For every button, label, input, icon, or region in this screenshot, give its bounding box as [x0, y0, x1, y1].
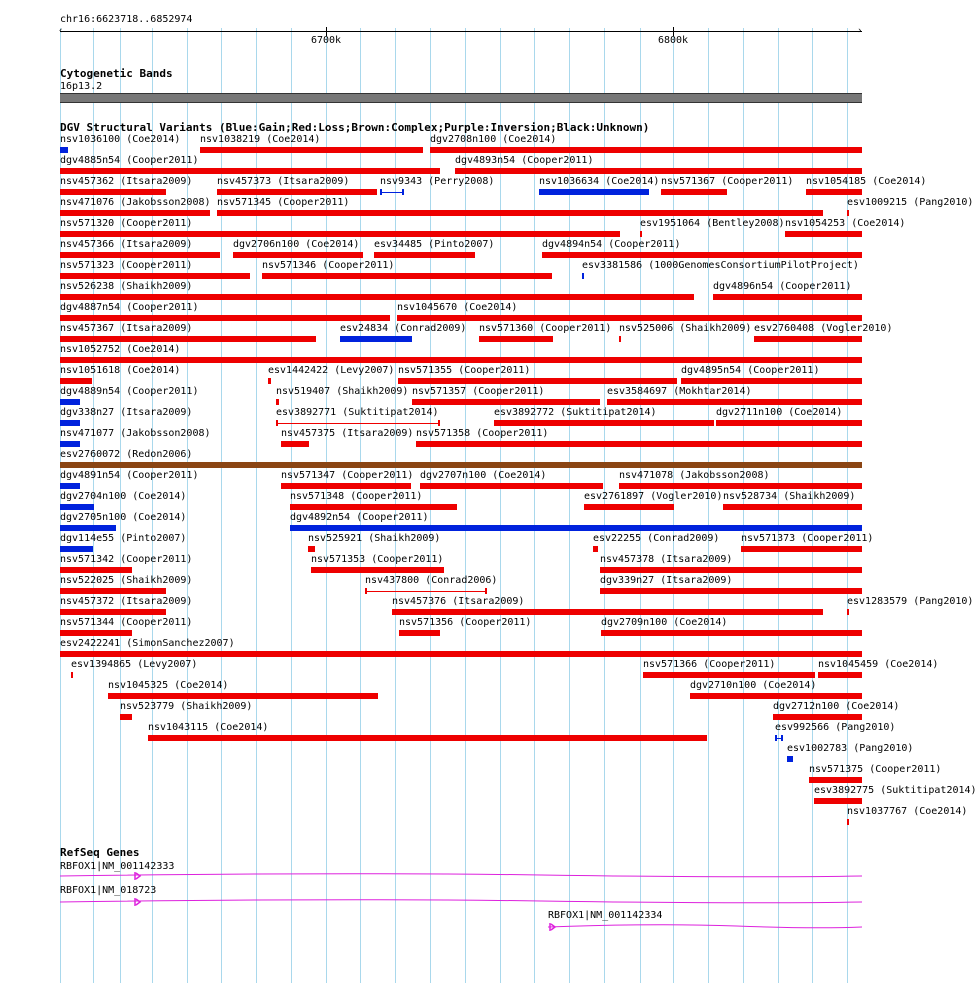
variant-label[interactable]: esv1002783 (Pang2010) [787, 743, 914, 754]
variant-bar[interactable] [281, 483, 411, 489]
variant-label[interactable]: nsv571342 (Cooper2011) [60, 554, 193, 565]
variant-bar[interactable] [108, 693, 378, 699]
variant-label[interactable]: nsv571320 (Cooper2011) [60, 218, 193, 229]
variant-bar[interactable] [60, 168, 440, 174]
variant-label[interactable]: dgv2710n100 (Coe2014) [690, 680, 817, 691]
variant-label[interactable]: nsv1038219 (Coe2014) [200, 134, 321, 145]
variant-bar[interactable] [60, 336, 316, 342]
variant-label[interactable]: esv2761897 (Vogler2010) [584, 491, 723, 502]
variant-label[interactable]: nsv525921 (Shaikh2009) [308, 533, 441, 544]
variant-bar[interactable] [60, 567, 132, 573]
variant-label[interactable]: nsv457376 (Itsara2009) [392, 596, 525, 607]
variant-bar[interactable] [60, 525, 116, 531]
variant-label[interactable]: esv3892772 (Suktitipat2014) [494, 407, 657, 418]
variant-bar[interactable] [233, 252, 363, 258]
variant-bar[interactable] [60, 210, 210, 216]
variant-bar[interactable] [262, 273, 552, 279]
variant-endcap [380, 189, 382, 195]
variant-bar[interactable] [847, 819, 849, 825]
variant-bar[interactable] [809, 777, 862, 783]
variant-label[interactable]: esv3892775 (Suktitipat2014) [814, 785, 977, 796]
variant-label[interactable]: nsv571360 (Cooper2011) [479, 323, 612, 334]
variant-bar[interactable] [308, 546, 315, 552]
gene-model[interactable] [60, 897, 862, 907]
variant-label[interactable]: nsv1045670 (Coe2014) [397, 302, 518, 313]
variant-label[interactable]: dgv114e55 (Pinto2007) [60, 533, 187, 544]
variant-bar[interactable] [398, 378, 677, 384]
variant-label[interactable]: nsv457362 (Itsara2009) [60, 176, 193, 187]
variant-bar[interactable] [785, 231, 862, 237]
variant-label[interactable]: esv992566 (Pang2010) [775, 722, 896, 733]
ruler-axis [60, 31, 862, 32]
cytoband-track-title[interactable]: Cytogenetic Bands [60, 67, 173, 80]
variant-label[interactable]: nsv525006 (Shaikh2009) [619, 323, 752, 334]
variant-bar[interactable] [479, 336, 553, 342]
variant-bar[interactable] [340, 336, 412, 342]
variant-bar[interactable] [773, 714, 862, 720]
gene-model[interactable] [60, 871, 862, 881]
variant-label[interactable]: nsv571357 (Cooper2011) [412, 386, 545, 397]
variant-bar[interactable] [60, 588, 166, 594]
variant-bar[interactable] [71, 672, 73, 678]
variant-bar[interactable] [787, 756, 793, 762]
variant-bar[interactable] [276, 399, 279, 405]
variant-bar[interactable] [60, 147, 68, 153]
variant-endcap [781, 735, 783, 741]
variant-label[interactable]: dgv4885n54 (Cooper2011) [60, 155, 199, 166]
variant-label[interactable]: nsv526238 (Shaikh2009) [60, 281, 193, 292]
variant-span[interactable] [380, 192, 404, 193]
variant-label[interactable]: nsv457367 (Itsara2009) [60, 323, 193, 334]
variant-bar[interactable] [430, 147, 862, 153]
variant-label[interactable]: dgv4895n54 (Cooper2011) [681, 365, 820, 376]
exon-arrow-icon [135, 872, 140, 880]
variant-bar[interactable] [539, 189, 649, 195]
variant-label[interactable]: nsv1037767 (Coe2014) [847, 806, 968, 817]
variant-label[interactable]: nsv471076 (Jakobsson2008) [60, 197, 211, 208]
variant-bar[interactable] [399, 630, 440, 636]
variant-endcap [485, 588, 487, 594]
variant-span[interactable] [276, 423, 440, 424]
variant-label[interactable]: nsv1054253 (Coe2014) [785, 218, 906, 229]
variant-bar[interactable] [619, 336, 621, 342]
variant-bar[interactable] [741, 546, 862, 552]
variant-bar[interactable] [416, 441, 862, 447]
variant-label[interactable]: nsv571346 (Cooper2011) [262, 260, 395, 271]
variant-label[interactable]: dgv339n27 (Itsara2009) [600, 575, 733, 586]
gene-label[interactable]: RBFOX1|NM_001142333 [60, 861, 175, 872]
variant-label[interactable]: nsv571353 (Cooper2011) [311, 554, 444, 565]
variant-label[interactable]: esv1442422 (Levy2007) [268, 365, 395, 376]
variant-label[interactable]: nsv571373 (Cooper2011) [741, 533, 874, 544]
variant-bar[interactable] [754, 336, 862, 342]
variant-bar[interactable] [60, 651, 862, 657]
variant-bar[interactable] [619, 483, 862, 489]
scroll-left-arrow-icon[interactable]: ‹ [58, 26, 64, 36]
cytoband-bar[interactable] [60, 93, 862, 103]
variant-bar[interactable] [600, 567, 862, 573]
variant-bar[interactable] [60, 378, 92, 384]
variant-bar[interactable] [690, 693, 862, 699]
gene-label[interactable]: RBFOX1|NM_018723 [60, 885, 157, 896]
variant-label[interactable]: nsv457375 (Itsara2009) [281, 428, 414, 439]
variant-endcap [365, 588, 367, 594]
variant-label[interactable]: nsv523779 (Shaikh2009) [120, 701, 253, 712]
variant-label[interactable]: dgv2705n100 (Coe2014) [60, 512, 187, 523]
variant-label[interactable]: nsv571347 (Cooper2011) [281, 470, 414, 481]
variant-label[interactable]: esv1394865 (Levy2007) [71, 659, 198, 670]
variant-bar[interactable] [290, 504, 457, 510]
variant-label[interactable]: esv24834 (Conrad2009) [340, 323, 467, 334]
variant-label[interactable]: dgv338n27 (Itsara2009) [60, 407, 193, 418]
variant-label[interactable]: dgv2704n100 (Coe2014) [60, 491, 187, 502]
variant-span[interactable] [365, 591, 487, 592]
variant-label[interactable]: nsv471077 (Jakobsson2008) [60, 428, 211, 439]
variant-label[interactable]: dgv4891n54 (Cooper2011) [60, 470, 199, 481]
variant-label[interactable]: nsv471078 (Jakobsson2008) [619, 470, 770, 481]
variant-bar[interactable] [494, 420, 714, 426]
variant-label[interactable]: nsv457378 (Itsara2009) [600, 554, 733, 565]
variant-label[interactable]: nsv437800 (Conrad2006) [365, 575, 498, 586]
variant-label[interactable]: nsv571344 (Cooper2011) [60, 617, 193, 628]
variant-bar[interactable] [200, 147, 423, 153]
variant-label[interactable]: nsv522025 (Shaikh2009) [60, 575, 193, 586]
variant-bar[interactable] [397, 315, 862, 321]
variant-bar[interactable] [120, 714, 132, 720]
variant-bar[interactable] [60, 630, 132, 636]
variant-label[interactable]: nsv1045459 (Coe2014) [818, 659, 939, 670]
variant-bar[interactable] [584, 504, 674, 510]
variant-label[interactable]: nsv1045325 (Coe2014) [108, 680, 229, 691]
variant-bar[interactable] [217, 210, 823, 216]
variant-label[interactable]: nsv1036634 (Coe2014) [539, 176, 660, 187]
variant-label[interactable]: esv34485 (Pinto2007) [374, 239, 495, 250]
variant-label[interactable]: dgv2707n100 (Coe2014) [420, 470, 547, 481]
variant-label[interactable]: nsv571358 (Cooper2011) [416, 428, 549, 439]
variant-bar[interactable] [847, 210, 849, 216]
variant-label[interactable]: dgv2709n100 (Coe2014) [601, 617, 728, 628]
variant-label[interactable]: nsv571367 (Cooper2011) [661, 176, 794, 187]
variant-bar[interactable] [60, 315, 390, 321]
variant-label[interactable]: nsv571348 (Cooper2011) [290, 491, 423, 502]
variant-bar[interactable] [681, 378, 862, 384]
variant-bar[interactable] [60, 462, 862, 468]
variant-label[interactable]: dgv4893n54 (Cooper2011) [455, 155, 594, 166]
variant-label[interactable]: nsv571356 (Cooper2011) [399, 617, 532, 628]
variant-bar[interactable] [455, 168, 862, 174]
variant-bar[interactable] [60, 357, 862, 363]
variant-bar[interactable] [60, 420, 80, 426]
variant-label[interactable]: nsv571323 (Cooper2011) [60, 260, 193, 271]
variant-label[interactable]: dgv4896n54 (Cooper2011) [713, 281, 852, 292]
variant-label[interactable]: dgv4887n54 (Cooper2011) [60, 302, 199, 313]
variant-label[interactable]: dgv2706n100 (Coe2014) [233, 239, 360, 250]
variant-label[interactable]: dgv4892n54 (Cooper2011) [290, 512, 429, 523]
variant-bar[interactable] [818, 672, 862, 678]
variant-bar[interactable] [217, 189, 377, 195]
variant-bar[interactable] [60, 399, 80, 405]
variant-bar[interactable] [607, 399, 862, 405]
gene-label[interactable]: RBFOX1|NM_001142334 [548, 910, 663, 921]
variant-bar[interactable] [814, 798, 862, 804]
variant-bar[interactable] [601, 630, 862, 636]
variant-label[interactable]: nsv457366 (Itsara2009) [60, 239, 193, 250]
variant-bar[interactable] [281, 441, 309, 447]
variant-label[interactable]: nsv1036100 (Coe2014) [60, 134, 181, 145]
variant-label[interactable]: esv1951064 (Bentley2008) [640, 218, 785, 229]
variant-bar[interactable] [60, 504, 94, 510]
variant-label[interactable]: esv2760072 (Redon2006) [60, 449, 193, 460]
variant-label[interactable]: esv22255 (Conrad2009) [593, 533, 720, 544]
variant-label[interactable]: nsv457372 (Itsara2009) [60, 596, 193, 607]
variant-label[interactable]: esv1009215 (Pang2010) [847, 197, 974, 208]
variant-label[interactable]: esv1283579 (Pang2010) [847, 596, 974, 607]
variant-bar[interactable] [661, 189, 727, 195]
variant-bar[interactable] [290, 525, 862, 531]
variant-label[interactable]: nsv1051618 (Coe2014) [60, 365, 181, 376]
variant-label[interactable]: nsv9343 (Perry2008) [380, 176, 495, 187]
variant-label[interactable]: dgv2712n100 (Coe2014) [773, 701, 900, 712]
variant-bar[interactable] [268, 378, 271, 384]
coordinate-label: chr16:6623718..6852974 [60, 14, 193, 25]
variant-bar[interactable] [60, 231, 620, 237]
variant-label[interactable]: esv3381586 (1000GenomesConsortiumPilotProject) [582, 260, 859, 271]
variant-bar[interactable] [392, 609, 823, 615]
variant-label[interactable]: nsv571345 (Cooper2011) [217, 197, 350, 208]
gene-model[interactable] [548, 922, 862, 932]
exon-arrow-icon [135, 898, 140, 906]
variant-label[interactable]: esv2760408 (Vogler2010) [754, 323, 893, 334]
variant-bar[interactable] [60, 294, 694, 300]
variant-label[interactable]: nsv1054185 (Coe2014) [806, 176, 927, 187]
variant-label[interactable]: esv2422241 (SimonSanchez2007) [60, 638, 235, 649]
variant-bar[interactable] [723, 504, 862, 510]
variant-bar[interactable] [60, 441, 80, 447]
cytoband-label: 16p13.2 [60, 81, 103, 92]
variant-bar[interactable] [716, 420, 862, 426]
variant-bar[interactable] [420, 483, 603, 489]
variant-bar[interactable] [60, 546, 93, 552]
variant-bar[interactable] [806, 189, 862, 195]
variant-bar[interactable] [60, 189, 166, 195]
variant-endcap [438, 420, 440, 426]
variant-label[interactable]: dgv4894n54 (Cooper2011) [542, 239, 681, 250]
variant-bar[interactable] [542, 252, 862, 258]
variant-bar[interactable] [643, 672, 815, 678]
variant-bar[interactable] [60, 273, 250, 279]
ruler-tick-label: 6700k [310, 35, 342, 46]
variant-label[interactable]: nsv519407 (Shaikh2009) [276, 386, 409, 397]
variant-bar[interactable] [60, 483, 80, 489]
variant-bar[interactable] [148, 735, 707, 741]
variant-bar[interactable] [847, 609, 849, 615]
variant-bar[interactable] [582, 273, 584, 279]
variant-bar[interactable] [640, 231, 642, 237]
refseq-track-title[interactable]: RefSeq Genes [60, 846, 140, 859]
variant-bar[interactable] [374, 252, 475, 258]
scroll-right-arrow-icon[interactable]: › [857, 26, 863, 36]
variant-label[interactable]: nsv571355 (Cooper2011) [398, 365, 531, 376]
variant-label[interactable]: nsv528734 (Shaikh2009) [723, 491, 856, 502]
variant-endcap [402, 189, 404, 195]
variant-bar[interactable] [600, 588, 862, 594]
dgv-track-title[interactable]: DGV Structural Variants (Blue:Gain;Red:Loss;Brown:Complex;Purple:Inversion;Black:Unknown) [60, 121, 650, 134]
variant-label[interactable]: dgv2711n100 (Coe2014) [716, 407, 843, 418]
variant-bar[interactable] [412, 399, 600, 405]
variant-bar[interactable] [311, 567, 444, 573]
variant-label[interactable]: esv3584697 (Mokhtar2014) [607, 386, 752, 397]
variant-label[interactable]: nsv1043115 (Coe2014) [148, 722, 269, 733]
variant-label[interactable]: esv3892771 (Suktitipat2014) [276, 407, 439, 418]
variant-label[interactable]: nsv571375 (Cooper2011) [809, 764, 942, 775]
variant-label[interactable]: nsv571366 (Cooper2011) [643, 659, 776, 670]
variant-label[interactable]: nsv457373 (Itsara2009) [217, 176, 350, 187]
ruler-tick-label: 6800k [657, 35, 689, 46]
variant-bar[interactable] [60, 252, 220, 258]
variant-bar[interactable] [593, 546, 598, 552]
variant-endcap [276, 420, 278, 426]
variant-bar[interactable] [713, 294, 862, 300]
variant-label[interactable]: nsv1052752 (Coe2014) [60, 344, 181, 355]
variant-endcap [775, 735, 777, 741]
variant-label[interactable]: dgv4889n54 (Cooper2011) [60, 386, 199, 397]
variant-label[interactable]: dgv2708n100 (Coe2014) [430, 134, 557, 145]
variant-bar[interactable] [60, 609, 166, 615]
